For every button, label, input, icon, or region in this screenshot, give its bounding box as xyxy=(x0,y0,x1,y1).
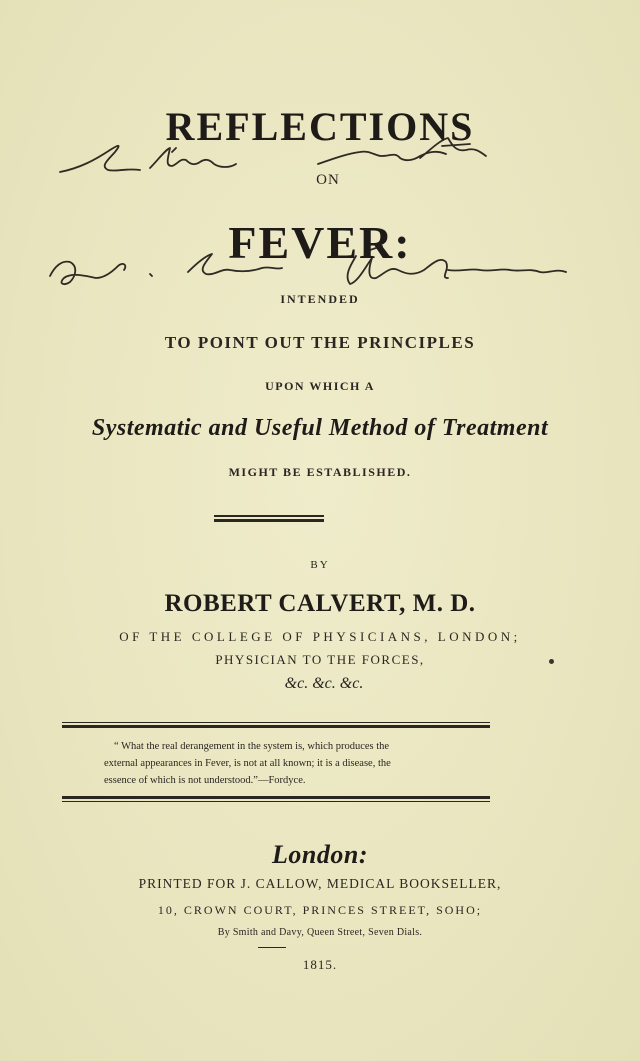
imprint-printer: PRINTED FOR J. CALLOW, MEDICAL BOOKSELLER, xyxy=(138,876,502,891)
subtitle-upon: UPON WHICH A xyxy=(265,379,375,393)
author-etc: &c. &c. &c. xyxy=(284,675,364,692)
imprint-address: 10, CROWN COURT, PRINCES STREET, SOHO; xyxy=(157,903,483,917)
author-by: BY xyxy=(310,559,330,571)
epigraph-line: external appearances in Fever, is not at all known; it is a disease, the xyxy=(104,758,391,769)
epigraph-line: “ What the real derangement in the system is, which produces the xyxy=(114,741,390,752)
imprint-printed-by: By Smith and Davy, Queen Street, Seven Dials. xyxy=(217,927,423,938)
divider-top-thin xyxy=(62,722,490,723)
divider-bottom-thick xyxy=(62,796,490,799)
imprint-city: London: xyxy=(272,840,368,869)
author-name: ROBERT CALVERT, M. D. xyxy=(164,590,476,617)
divider-bottom-thin xyxy=(62,801,490,802)
divider-year xyxy=(258,947,286,948)
divider-short-thick xyxy=(214,519,324,522)
epigraph-line: essence of which is not understood.”—Fordyce. xyxy=(104,775,306,786)
epigraph xyxy=(104,738,484,789)
divider-top-thick xyxy=(62,725,490,728)
author-position: PHYSICIAN TO THE FORCES, xyxy=(215,652,425,667)
imprint-year: 1815. xyxy=(302,957,338,972)
divider-short xyxy=(214,515,324,517)
subtitle-point-out: TO POINT OUT THE PRINCIPLES xyxy=(164,333,476,352)
author-affiliation: OF THE COLLEGE OF PHYSICIANS, LONDON; xyxy=(119,629,521,644)
ink-spot xyxy=(549,659,554,664)
title-connector: ON xyxy=(316,172,340,188)
subtitle-established: MIGHT BE ESTABLISHED. xyxy=(228,465,412,479)
book-title-main: FEVER: xyxy=(228,217,412,268)
subtitle-systematic: Systematic and Useful Method of Treatment xyxy=(91,415,549,441)
subtitle-intended: INTENDED xyxy=(280,292,360,306)
book-title: REFLECTIONS xyxy=(165,104,475,149)
